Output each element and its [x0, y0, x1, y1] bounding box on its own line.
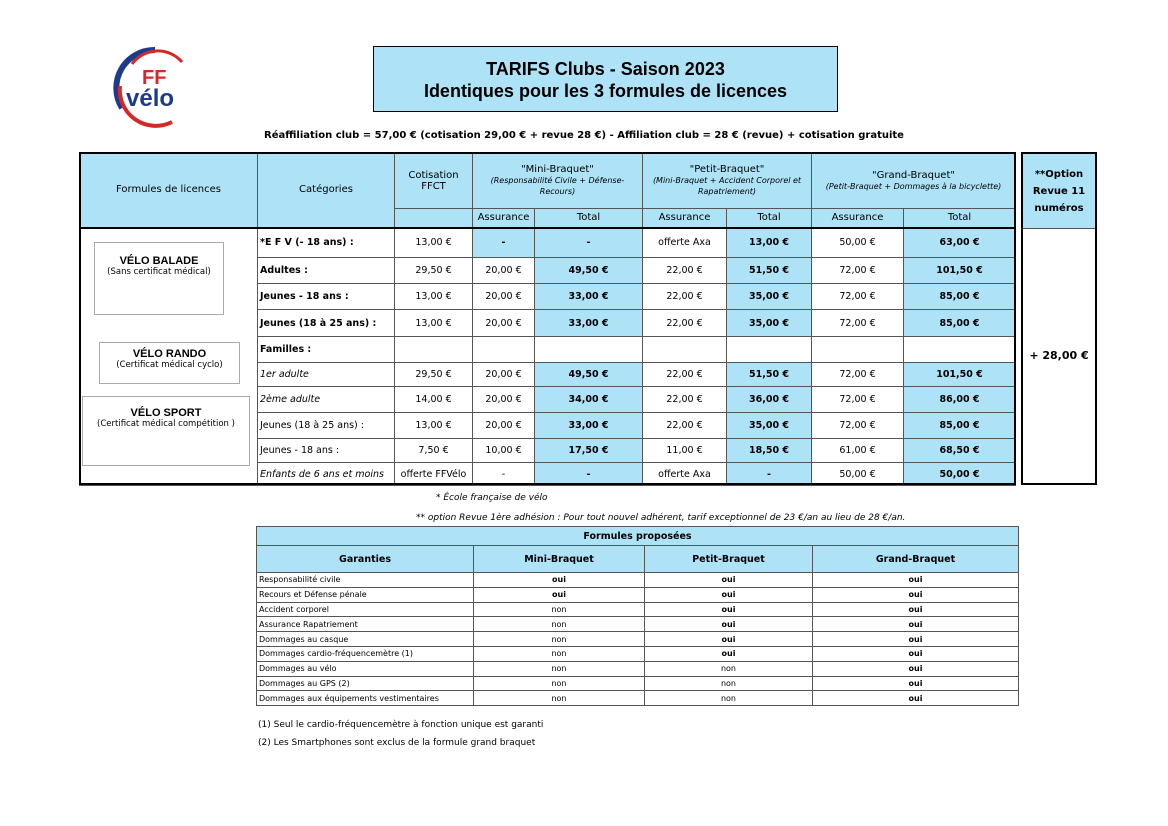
header-mini: "Mini-Braquet" (Responsabilité Civile + Défense-Recours) — [473, 153, 643, 209]
table-cell: 20,00 € — [473, 387, 535, 413]
garanties-header: Garanties — [257, 546, 474, 573]
table-cell: 49,50 € — [535, 363, 643, 387]
garanties-cell: oui — [813, 661, 1019, 676]
table-cell — [643, 337, 727, 363]
garanties-cell: Recours et Défense pénale — [257, 587, 474, 602]
garanties-row — [257, 573, 1019, 588]
table-cell: 35,00 € — [727, 413, 812, 439]
garanties-table — [256, 526, 1019, 706]
garanties-cell: non — [645, 661, 813, 676]
table-cell: 29,50 € — [395, 363, 473, 387]
garanties-cell: oui — [813, 646, 1019, 661]
table-cell: 17,50 € — [535, 439, 643, 463]
table-cell: 72,00 € — [812, 387, 904, 413]
garanties-row — [257, 602, 1019, 617]
table-cell: 34,00 € — [535, 387, 643, 413]
garanties-header: Petit-Braquet — [645, 546, 813, 573]
garanties-cell: Dommages au GPS (2) — [257, 676, 474, 691]
garanties-cell: Dommages au casque — [257, 632, 474, 647]
header-total: Total — [904, 209, 1016, 228]
table-cell: 35,00 € — [727, 284, 812, 310]
svg-text:FF: FF — [142, 67, 167, 89]
table-cell: 101,50 € — [904, 258, 1016, 284]
title-line2: Identiques pour les 3 formules de licences — [423, 81, 788, 101]
table-cell: 20,00 € — [473, 258, 535, 284]
table-cell: 85,00 € — [904, 310, 1016, 337]
table-cell: 13,00 € — [395, 284, 473, 310]
garanties-cell: oui — [474, 573, 645, 588]
table-cell: 20,00 € — [473, 284, 535, 310]
garanties-cell: non — [474, 661, 645, 676]
formule-velo-sport: VÉLO SPORT (Certificat médical compétition ) — [82, 396, 250, 466]
garanties-title: Formules proposées — [257, 527, 1019, 546]
table-cell: 20,00 € — [473, 363, 535, 387]
table-cell: 51,50 € — [727, 258, 812, 284]
table-cell: 20,00 € — [473, 310, 535, 337]
header-total: Total — [727, 209, 812, 228]
header-categories: Catégories — [258, 153, 395, 228]
table-cell: 50,00 € — [812, 463, 904, 486]
table-cell: Jeunes (18 à 25 ans) : — [258, 413, 395, 439]
table-cell: 85,00 € — [904, 413, 1016, 439]
table-cell — [727, 337, 812, 363]
table-cell — [535, 337, 643, 363]
table-cell: 1er adulte — [258, 363, 395, 387]
garanties-cell: non — [474, 691, 645, 706]
table-cell: offerte FFVélo — [395, 463, 473, 486]
table-cell: 50,00 € — [812, 228, 904, 258]
garanties-header: Grand-Braquet — [813, 546, 1019, 573]
garanties-cell: oui — [813, 632, 1019, 647]
table-cell: 22,00 € — [643, 363, 727, 387]
garanties-row — [257, 617, 1019, 632]
table-cell: Adultes : — [258, 258, 395, 284]
table-cell: - — [473, 463, 535, 486]
table-cell: 18,50 € — [727, 439, 812, 463]
table-cell: - — [473, 228, 535, 258]
table-cell: 22,00 € — [643, 258, 727, 284]
table-cell: offerte Axa — [643, 228, 727, 258]
header-assurance: Assurance — [643, 209, 727, 228]
garanties-cell: oui — [813, 587, 1019, 602]
garanties-cell: Assurance Rapatriement — [257, 617, 474, 632]
garanties-cell: oui — [645, 617, 813, 632]
table-cell: 14,00 € — [395, 387, 473, 413]
garanties-cell: oui — [645, 587, 813, 602]
garanties-cell: oui — [474, 587, 645, 602]
table-cell: 13,00 € — [395, 310, 473, 337]
table-cell: 86,00 € — [904, 387, 1016, 413]
note-efv: * École française de vélo — [436, 493, 548, 503]
table-cell: 22,00 € — [643, 413, 727, 439]
garanties-cell: oui — [813, 573, 1019, 588]
garanties-row — [257, 632, 1019, 647]
header-formules: Formules de licences — [80, 153, 258, 228]
table-cell: 72,00 € — [812, 363, 904, 387]
revue-header: **Option Revue 11 numéros — [1023, 154, 1095, 229]
table-cell: 20,00 € — [473, 413, 535, 439]
table-cell: 63,00 € — [904, 228, 1016, 258]
garanties-cell: oui — [645, 646, 813, 661]
table-cell: 35,00 € — [727, 310, 812, 337]
garanties-cell: non — [474, 632, 645, 647]
table-cell: 101,50 € — [904, 363, 1016, 387]
table-cell: 49,50 € — [535, 258, 643, 284]
header-assurance: Assurance — [812, 209, 904, 228]
garanties-cell: oui — [645, 573, 813, 588]
table-cell: 7,50 € — [395, 439, 473, 463]
table-cell: 85,00 € — [904, 284, 1016, 310]
table-cell: offerte Axa — [643, 463, 727, 486]
revue-option — [1021, 152, 1097, 485]
garanties-cell: oui — [813, 617, 1019, 632]
formule-velo-rando: VÉLO RANDO (Certificat médical cyclo) — [99, 342, 240, 384]
header-cotisation: Cotisation FFCT — [395, 153, 473, 209]
header-petit: "Petit-Braquet" (Mini-Braquet + Accident Corporel et Rapatriement) — [643, 153, 812, 209]
table-cell: *E F V (- 18 ans) : — [258, 228, 395, 258]
footnote-2: (2) Les Smartphones sont exclus de la formule grand braquet — [258, 738, 536, 748]
table-cell: 22,00 € — [643, 387, 727, 413]
garanties-cell: non — [474, 646, 645, 661]
table-cell: 22,00 € — [643, 310, 727, 337]
table-cell: 72,00 € — [812, 413, 904, 439]
table-cell: 72,00 € — [812, 310, 904, 337]
title-line1: TARIFS Clubs - Saison 2023 — [486, 59, 725, 79]
formule-velo-balade: VÉLO BALADE (Sans certificat médical) — [94, 242, 224, 315]
garanties-row — [257, 587, 1019, 602]
table-cell: Enfants de 6 ans et moins — [258, 463, 395, 486]
table-cell: - — [727, 463, 812, 486]
garanties-cell: non — [645, 691, 813, 706]
header-total: Total — [535, 209, 643, 228]
table-cell — [904, 337, 1016, 363]
table-cell: Familles : — [258, 337, 395, 363]
garanties-row — [257, 691, 1019, 706]
table-cell: 13,00 € — [395, 228, 473, 258]
svg-text:vélo: vélo — [126, 85, 175, 112]
garanties-cell: oui — [645, 632, 813, 647]
table-cell: 72,00 € — [812, 284, 904, 310]
table-cell: 68,50 € — [904, 439, 1016, 463]
garanties-cell: oui — [813, 676, 1019, 691]
affiliation-text: Réaffiliation club = 57,00 € (cotisation 29,00 € + revue 28 €) - Affiliation club = 28 € (revue) + cotisation gratuite — [264, 130, 904, 141]
table-cell: 36,00 € — [727, 387, 812, 413]
table-cell: 61,00 € — [812, 439, 904, 463]
note-revue: ** option Revue 1ère adhésion : Pour tout nouvel adhérent, tarif exceptionnel de 23 €/an au lieu de 28 €/an. — [416, 513, 906, 523]
garanties-cell: Accident corporel — [257, 602, 474, 617]
table-cell: 51,50 € — [727, 363, 812, 387]
table-cell: - — [535, 228, 643, 258]
garanties-cell: non — [474, 676, 645, 691]
table-cell: - — [535, 463, 643, 486]
garanties-cell: non — [474, 602, 645, 617]
ffvelo-logo — [112, 46, 198, 128]
table-cell: 29,50 € — [395, 258, 473, 284]
table-cell — [395, 337, 473, 363]
table-cell: 11,00 € — [643, 439, 727, 463]
garanties-cell: Responsabilité civile — [257, 573, 474, 588]
garanties-header: Mini-Braquet — [474, 546, 645, 573]
garanties-cell: oui — [813, 602, 1019, 617]
garanties-cell: oui — [645, 602, 813, 617]
garanties-cell: Dommages au vélo — [257, 661, 474, 676]
table-cell: 33,00 € — [535, 413, 643, 439]
revue-value: + 28,00 € — [1029, 349, 1089, 362]
table-cell: Jeunes - 18 ans : — [258, 284, 395, 310]
header-assurance: Assurance — [473, 209, 535, 228]
table-cell: 10,00 € — [473, 439, 535, 463]
table-cell: 72,00 € — [812, 258, 904, 284]
garanties-row — [257, 661, 1019, 676]
table-cell: 13,00 € — [727, 228, 812, 258]
table-cell: 33,00 € — [535, 284, 643, 310]
table-cell: 2ème adulte — [258, 387, 395, 413]
table-cell — [812, 337, 904, 363]
table-cell: Jeunes - 18 ans : — [258, 439, 395, 463]
page-title — [373, 46, 838, 112]
table-cell: 33,00 € — [535, 310, 643, 337]
garanties-row — [257, 646, 1019, 661]
footnote-1: (1) Seul le cardio-fréquencemètre à fonction unique est garanti — [258, 720, 544, 730]
header-grand: "Grand-Braquet" (Petit-Braquet + Dommages à la bicyclette) — [812, 153, 1016, 209]
table-cell: 22,00 € — [643, 284, 727, 310]
garanties-cell: Dommages cardio-fréquencemètre (1) — [257, 646, 474, 661]
garanties-cell: non — [645, 676, 813, 691]
garanties-row — [257, 676, 1019, 691]
table-cell: 50,00 € — [904, 463, 1016, 486]
garanties-cell: Dommages aux équipements vestimentaires — [257, 691, 474, 706]
garanties-cell: oui — [813, 691, 1019, 706]
table-cell: Jeunes (18 à 25 ans) : — [258, 310, 395, 337]
table-cell — [473, 337, 535, 363]
garanties-cell: non — [474, 617, 645, 632]
table-cell: 13,00 € — [395, 413, 473, 439]
